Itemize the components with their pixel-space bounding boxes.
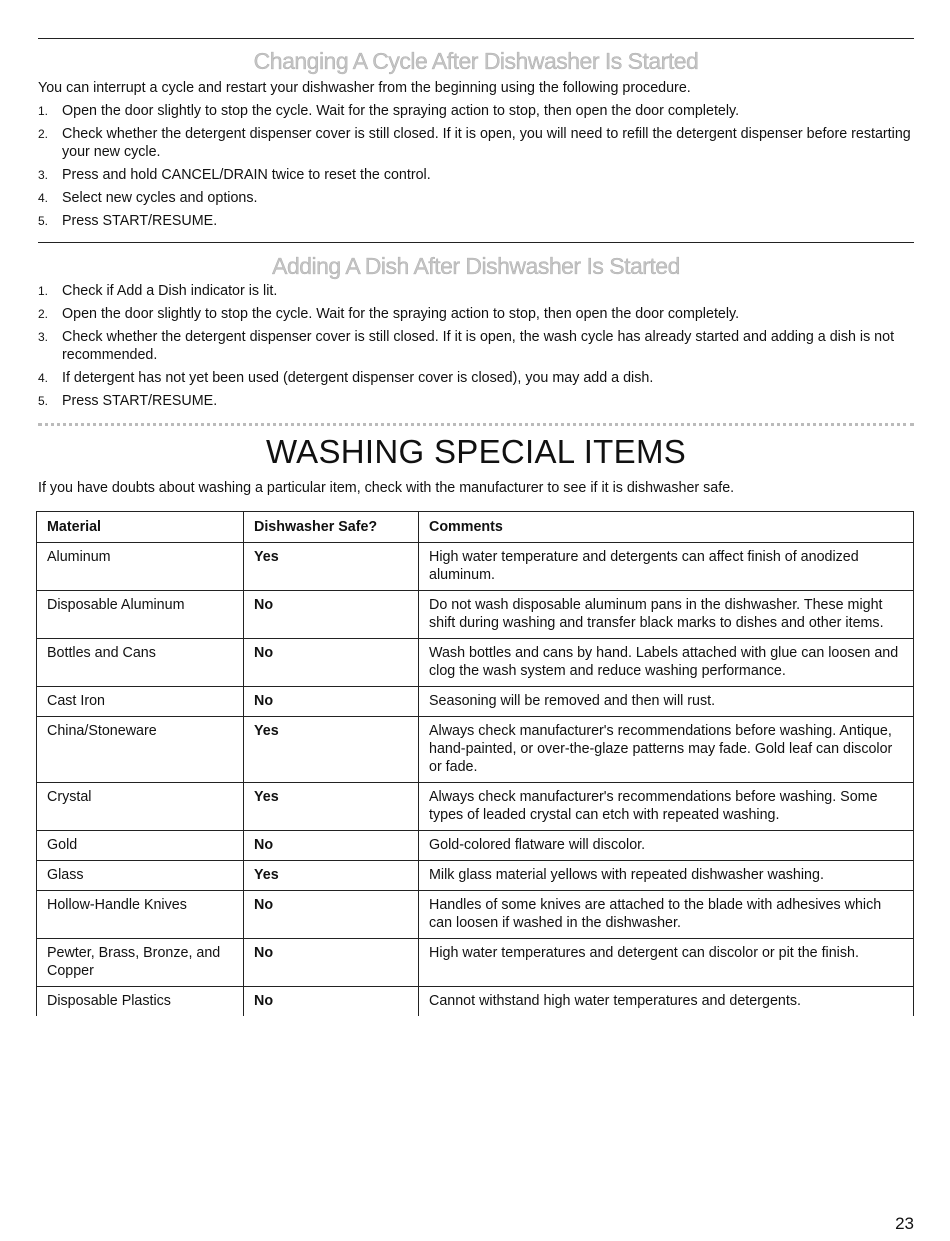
table-row bbox=[37, 831, 914, 861]
step-item bbox=[38, 189, 914, 207]
step-item bbox=[38, 369, 914, 387]
header-dishwasher-safe: Dishwasher Safe? bbox=[244, 512, 419, 543]
material-cell: Aluminum bbox=[37, 543, 244, 591]
step-text: Press START/RESUME. bbox=[62, 393, 218, 409]
comments-cell: Always check manufacturer's recommendations before washing. Antique, hand-painted, or over-the-glaze patterns may fade. Gold leaf can discolor or fade. bbox=[419, 717, 914, 783]
washing-special-items-heading: WASHING SPECIAL ITEMS bbox=[265, 433, 687, 470]
material-cell: Bottles and Cans bbox=[37, 639, 244, 687]
comments-cell: High water temperatures and detergent can discolor or pit the finish. bbox=[419, 939, 914, 987]
step-item bbox=[38, 328, 914, 364]
header-material: Material bbox=[37, 512, 244, 543]
safe-cell: No bbox=[244, 591, 419, 639]
step-number: 4. bbox=[38, 191, 49, 205]
material-cell: Cast Iron bbox=[37, 687, 244, 717]
step-item bbox=[38, 305, 914, 323]
step-text: Press and hold CANCEL/DRAIN twice to reset the control. bbox=[62, 167, 431, 183]
material-cell: Gold bbox=[37, 831, 244, 861]
material-cell: China/Stoneware bbox=[37, 717, 244, 783]
step-item bbox=[38, 212, 914, 230]
step-text: Check if Add a Dish indicator is lit. bbox=[62, 283, 278, 299]
changing-cycle-intro: You can interrupt a cycle and restart your dishwasher from the beginning using the following procedure. bbox=[38, 80, 691, 96]
step-number: 4. bbox=[38, 371, 49, 385]
step-text: Open the door slightly to stop the cycle. Wait for the spraying action to stop, then open the door completely. bbox=[62, 306, 740, 322]
step-text: Check whether the detergent dispenser cover is still closed. If it is open, the wash cycle has already started and adding a dish is not recommended. bbox=[62, 329, 895, 363]
table-header-row bbox=[37, 512, 914, 543]
comments-cell: Do not wash disposable aluminum pans in the dishwasher. These might shift during washing and transfer black marks to dishes and other items. bbox=[419, 591, 914, 639]
comments-cell: Handles of some knives are attached to the blade with adhesives which can loosen if washed in the dishwasher. bbox=[419, 891, 914, 939]
dotted-divider bbox=[38, 423, 914, 426]
table-row bbox=[37, 861, 914, 891]
safe-cell: No bbox=[244, 639, 419, 687]
step-number: 2. bbox=[38, 127, 49, 141]
material-cell: Glass bbox=[37, 861, 244, 891]
step-number: 5. bbox=[38, 214, 49, 228]
section-divider bbox=[38, 242, 914, 243]
safe-cell: Yes bbox=[244, 543, 419, 591]
table-row bbox=[37, 783, 914, 831]
special-items-table bbox=[36, 511, 914, 1016]
step-item bbox=[38, 166, 914, 184]
step-item bbox=[38, 392, 914, 410]
step-text: Press START/RESUME. bbox=[62, 213, 218, 229]
top-divider bbox=[38, 38, 914, 39]
safe-cell: Yes bbox=[244, 861, 419, 891]
changing-cycle-steps bbox=[38, 102, 914, 235]
table-row bbox=[37, 891, 914, 939]
adding-dish-title: Adding A Dish After Dishwasher Is Started bbox=[272, 253, 680, 279]
step-number: 1. bbox=[38, 104, 49, 118]
header-comments: Comments bbox=[419, 512, 914, 543]
step-number: 2. bbox=[38, 307, 49, 321]
safe-cell: No bbox=[244, 831, 419, 861]
material-cell: Disposable Plastics bbox=[37, 987, 244, 1017]
table-row bbox=[37, 717, 914, 783]
page-number: 23 bbox=[895, 1214, 914, 1233]
material-cell: Crystal bbox=[37, 783, 244, 831]
step-text: Check whether the detergent dispenser cover is still closed. If it is open, you will need to refill the detergent dispenser before restarting your new cycle. bbox=[62, 126, 911, 160]
material-cell: Hollow-Handle Knives bbox=[37, 891, 244, 939]
step-text: Select new cycles and options. bbox=[62, 190, 258, 206]
step-text: Open the door slightly to stop the cycle. Wait for the spraying action to stop, then open the door completely. bbox=[62, 103, 740, 119]
step-number: 5. bbox=[38, 394, 49, 408]
safe-cell: No bbox=[244, 687, 419, 717]
step-item bbox=[38, 102, 914, 120]
comments-cell: High water temperature and detergents can affect finish of anodized aluminum. bbox=[419, 543, 914, 591]
comments-cell: Gold-colored flatware will discolor. bbox=[419, 831, 914, 861]
comments-cell: Seasoning will be removed and then will rust. bbox=[419, 687, 914, 717]
comments-cell: Wash bottles and cans by hand. Labels attached with glue can loosen and clog the wash system and reduce washing performance. bbox=[419, 639, 914, 687]
step-number: 1. bbox=[38, 284, 49, 298]
safe-cell: No bbox=[244, 891, 419, 939]
table-row bbox=[37, 591, 914, 639]
step-item bbox=[38, 282, 914, 300]
comments-cell: Cannot withstand high water temperatures and detergents. bbox=[419, 987, 914, 1017]
adding-dish-steps bbox=[38, 282, 914, 415]
table-row bbox=[37, 987, 914, 1017]
safe-cell: No bbox=[244, 939, 419, 987]
step-item bbox=[38, 125, 914, 161]
safe-cell: No bbox=[244, 987, 419, 1017]
material-cell: Disposable Aluminum bbox=[37, 591, 244, 639]
step-text: If detergent has not yet been used (detergent dispenser cover is closed), you may add a dish. bbox=[62, 370, 654, 386]
comments-cell: Milk glass material yellows with repeated dishwasher washing. bbox=[419, 861, 914, 891]
material-cell: Pewter, Brass, Bronze, and Copper bbox=[37, 939, 244, 987]
table-row bbox=[37, 543, 914, 591]
table-row bbox=[37, 639, 914, 687]
table-row bbox=[37, 687, 914, 717]
safe-cell: Yes bbox=[244, 783, 419, 831]
table-row bbox=[37, 939, 914, 987]
changing-cycle-title: Changing A Cycle After Dishwasher Is Started bbox=[253, 48, 699, 74]
special-items-intro: If you have doubts about washing a particular item, check with the manufacturer to see if it is dishwasher safe. bbox=[38, 480, 735, 496]
step-number: 3. bbox=[38, 168, 49, 182]
step-number: 3. bbox=[38, 330, 49, 344]
safe-cell: Yes bbox=[244, 717, 419, 783]
comments-cell: Always check manufacturer's recommendations before washing. Some types of leaded crystal can etch with repeated washing. bbox=[419, 783, 914, 831]
